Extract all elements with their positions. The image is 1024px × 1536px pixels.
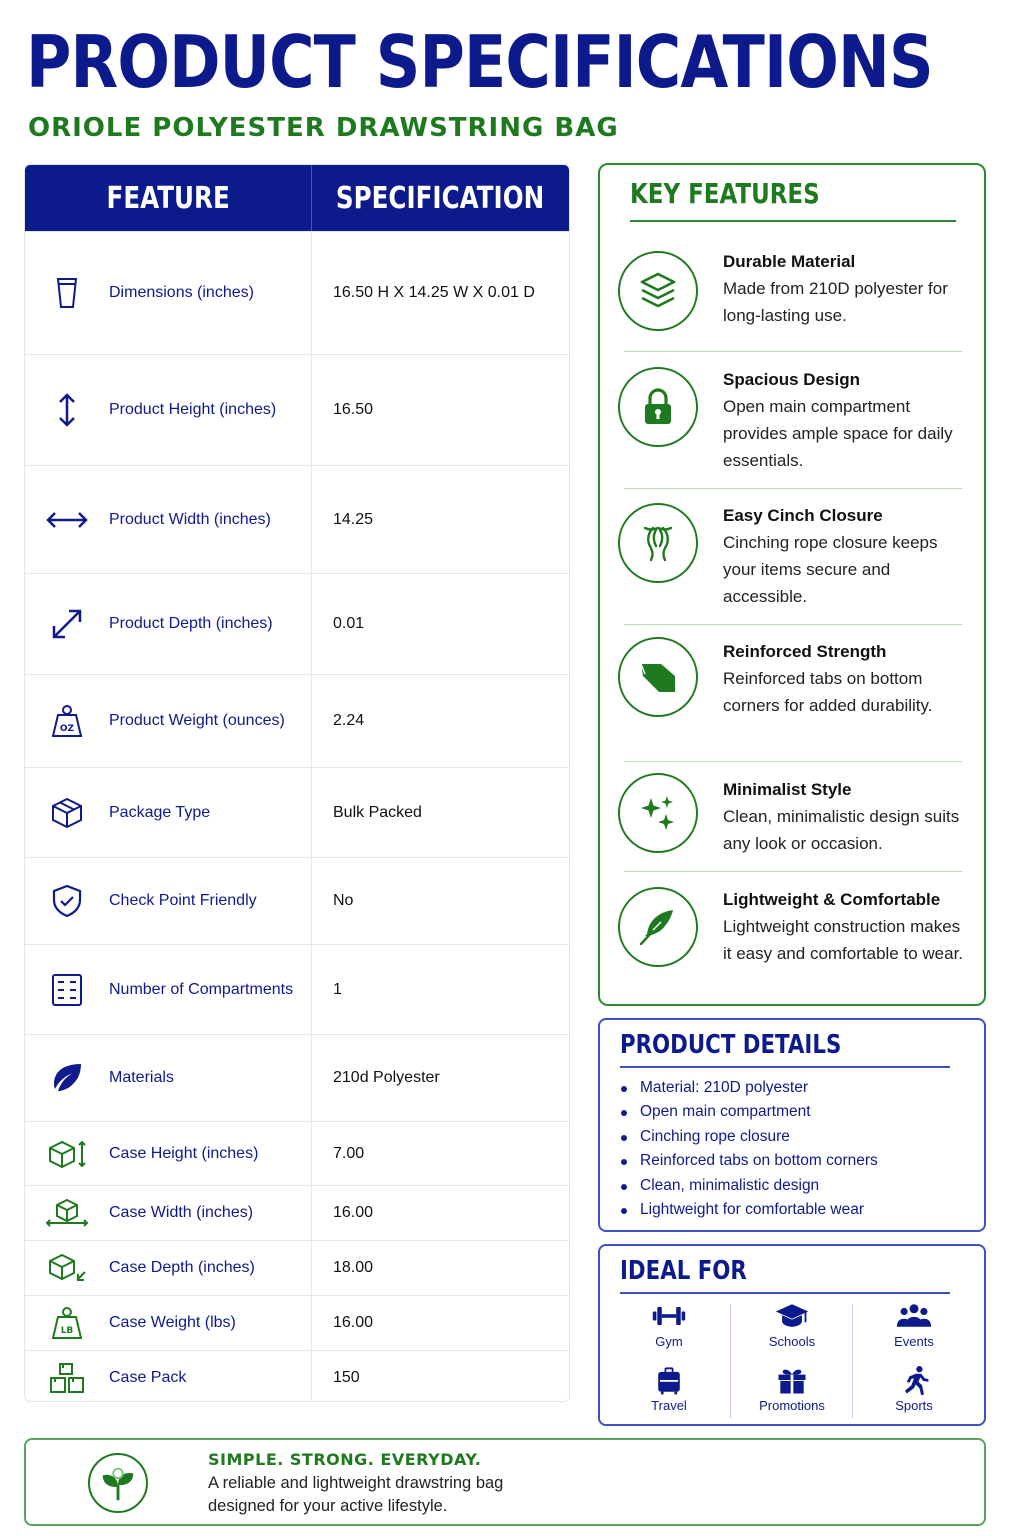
spec-value: No (333, 892, 354, 909)
key-features-panel (598, 163, 986, 1006)
list-item: Reinforced tabs on bottom corners (620, 1149, 878, 1173)
key-features-title: KEY FEATURES (630, 177, 820, 210)
product-details-panel (598, 1018, 986, 1232)
reinforced-tab-icon (635, 654, 681, 700)
spec-value: 14.25 (333, 510, 374, 528)
spec-feature: Case Width (inches) (109, 1186, 312, 1240)
footer-badge (88, 1453, 148, 1513)
product-details-list (620, 1076, 878, 1222)
spec-value: 2.24 (333, 712, 365, 729)
feature-name: Reinforced Strength (723, 642, 887, 661)
feature-desc: Made from 210D polyester for long-lasting use. (723, 279, 948, 325)
ideal-for-panel (598, 1244, 986, 1426)
ideal-for-title: IDEAL FOR (620, 1256, 747, 1286)
svg-text:LB: LB (60, 1326, 74, 1336)
spec-value: 0.01 (333, 615, 365, 632)
table-row (25, 1240, 569, 1295)
col-header-specification: SPECIFICATION (336, 180, 545, 216)
page-subtitle: ORIOLE POLYESTER DRAWSTRING BAG (28, 113, 619, 143)
table-row (25, 674, 569, 767)
spec-feature: Check Point Friendly (109, 858, 312, 944)
spec-value: 210d Polyester (333, 1069, 440, 1086)
ideal-item-promotions: Promotions (731, 1364, 853, 1413)
feature-desc: Open main compartment provides ample space for daily essentials. (723, 397, 953, 470)
divider (624, 871, 962, 872)
list-item: Cinching rope closure (620, 1125, 878, 1149)
spec-feature: Case Weight (lbs) (109, 1296, 312, 1350)
runner-icon (896, 1364, 932, 1396)
ideal-item-travel: Travel (608, 1364, 730, 1413)
graduation-cap-icon (774, 1300, 810, 1332)
col-header-feature: FEATURE (25, 165, 312, 231)
footer-tagline: SIMPLE. STRONG. EVERYDAY. (208, 1450, 482, 1469)
feather-icon (635, 904, 681, 950)
list-item: Lightweight for comfortable wear (620, 1198, 878, 1222)
footer-banner (24, 1438, 986, 1526)
ideal-item-gym: Gym (608, 1300, 730, 1349)
table-row (25, 857, 569, 944)
divider (620, 1066, 950, 1068)
luggage-icon (651, 1364, 687, 1396)
spec-feature: Materials (109, 1035, 312, 1121)
diagonal-arrow-icon (49, 606, 85, 642)
drawstring-icon (635, 520, 681, 566)
case-depth-icon (47, 1250, 87, 1286)
spec-value: 7.00 (333, 1144, 365, 1162)
table-row (25, 1350, 569, 1402)
spec-value: 16.00 (333, 1314, 374, 1331)
table-row (25, 1121, 569, 1185)
spec-feature: Dimensions (inches) (109, 232, 312, 354)
feature-desc: Reinforced tabs on bottom corners for added durability. (723, 669, 933, 715)
table-row (25, 354, 569, 465)
table-row (25, 767, 569, 857)
spec-feature: Case Height (inches) (109, 1122, 312, 1185)
table-row (25, 231, 569, 354)
divider (624, 761, 962, 762)
table-row (25, 465, 569, 573)
spec-feature: Product Weight (ounces) (109, 675, 312, 767)
list-item: Material: 210D polyester (620, 1076, 878, 1100)
leaf-icon (49, 1060, 85, 1096)
list-item: Open main compartment (620, 1100, 878, 1124)
boxes-stack-icon (47, 1360, 87, 1396)
product-details-title: PRODUCT DETAILS (620, 1030, 842, 1060)
divider (624, 624, 962, 625)
divider (620, 1292, 950, 1294)
page-title: PRODUCT SPECIFICATIONS (26, 20, 933, 104)
gift-icon (774, 1364, 810, 1396)
feature-name: Durable Material (723, 252, 856, 271)
box-icon (49, 795, 85, 831)
spec-feature: Case Pack (109, 1351, 312, 1402)
table-row (25, 944, 569, 1034)
cup-icon (49, 275, 85, 311)
feature-desc: Cinching rope closure keeps your items secure and accessible. (723, 533, 938, 606)
spec-value: 150 (333, 1369, 360, 1386)
spec-feature: Package Type (109, 768, 312, 857)
ideal-item-events: Events (853, 1300, 975, 1349)
sparkles-icon (635, 790, 681, 836)
spec-value: 16.00 (333, 1204, 374, 1221)
weight-oz-icon (49, 703, 85, 739)
spec-table-header (25, 165, 569, 231)
vertical-arrow-icon (49, 392, 85, 428)
feature-name: Lightweight & Comfortable (723, 890, 941, 909)
dumbbell-icon (651, 1300, 687, 1332)
spec-feature: Product Depth (inches) (109, 574, 312, 674)
divider (624, 351, 962, 352)
feature-name: Minimalist Style (723, 780, 852, 799)
spec-table (24, 164, 570, 1402)
footer-text: A reliable and lightweight drawstring bag designed for your active lifestyle. (208, 1474, 504, 1515)
spec-feature: Case Depth (inches) (109, 1241, 312, 1295)
layers-icon (635, 268, 681, 314)
ideal-item-sports: Sports (853, 1364, 975, 1413)
feature-desc: Clean, minimalistic design suits any look or occasion. (723, 807, 960, 853)
table-row (25, 1185, 569, 1240)
eco-plant-icon (97, 1462, 139, 1504)
spec-value: 18.00 (333, 1259, 374, 1276)
spec-value: 16.50 (333, 401, 374, 418)
spec-feature: Number of Compartments (109, 945, 312, 1034)
svg-text:OZ: OZ (59, 724, 75, 734)
list-item: Clean, minimalistic design (620, 1174, 878, 1198)
weight-lb-icon (49, 1305, 85, 1341)
divider (624, 488, 962, 489)
table-row (25, 573, 569, 674)
divider (630, 220, 956, 222)
feature-desc: Lightweight construction makes it easy and comfortable to wear. (723, 917, 964, 963)
people-icon (896, 1300, 932, 1332)
spec-value: 16.50 H X 14.25 W X 0.01 D (333, 284, 535, 301)
feature-name: Easy Cinch Closure (723, 506, 883, 525)
table-row (25, 1034, 569, 1121)
spec-value: Bulk Packed (333, 803, 422, 821)
case-height-icon (47, 1136, 87, 1172)
spec-feature: Product Height (inches) (109, 355, 312, 465)
horizontal-arrow-icon (45, 502, 89, 538)
ideal-item-schools: Schools (731, 1300, 853, 1349)
spec-feature: Product Width (inches) (109, 466, 312, 573)
spec-value: 1 (333, 980, 342, 998)
lock-icon (635, 384, 681, 430)
compartments-icon (49, 972, 85, 1008)
case-width-icon (45, 1195, 89, 1231)
table-row (25, 1295, 569, 1350)
feature-name: Spacious Design (723, 370, 860, 389)
shield-check-icon (49, 883, 85, 919)
